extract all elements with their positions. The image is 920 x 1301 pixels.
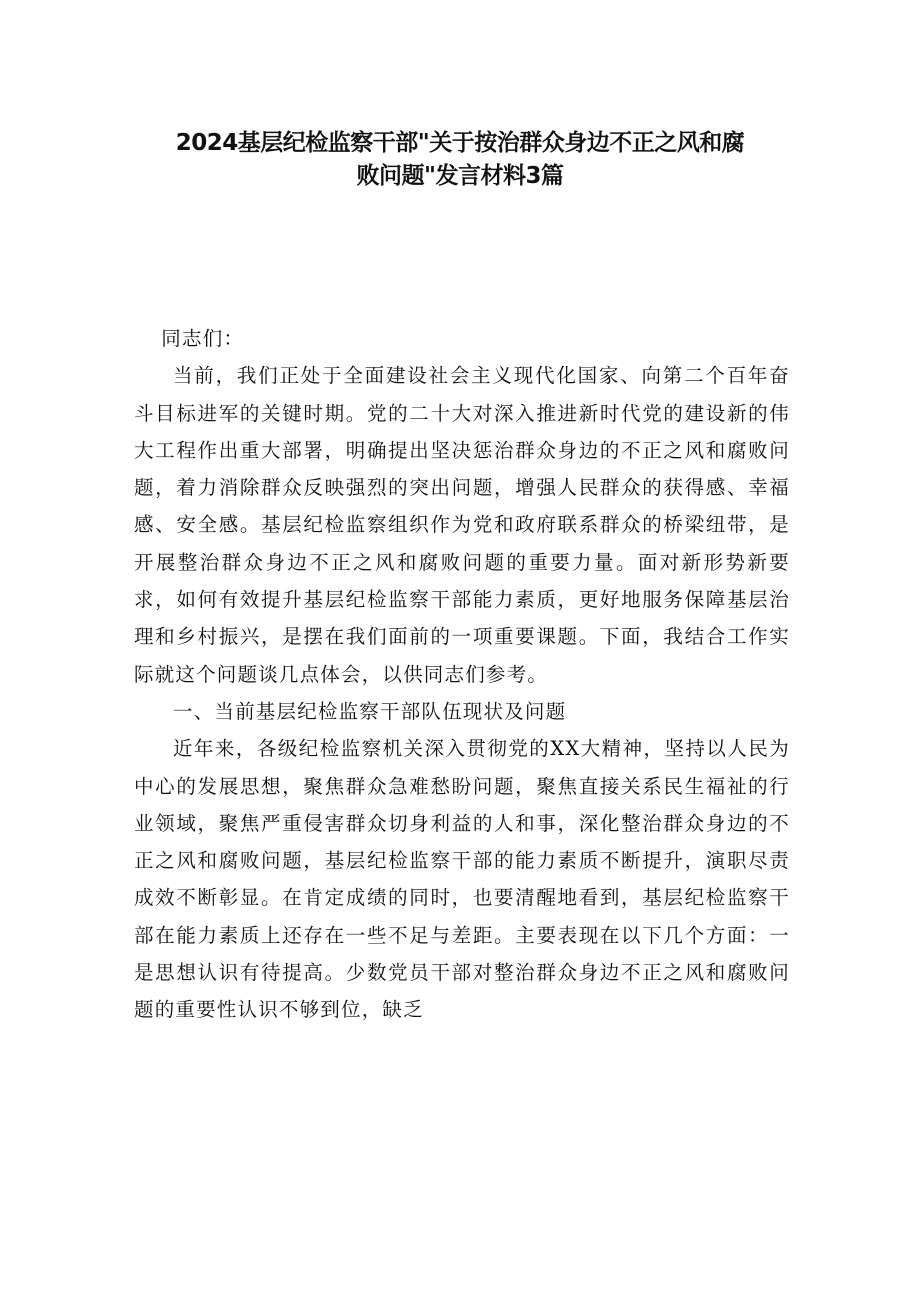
paragraph-section-1: 近年来，各级纪检监察机关深入贯彻党的XX大精神，坚持以人民为中心的发展思想，聚焦群众急难愁盼问题，聚焦直接关系民生福祉的行业领域，聚焦严重侵害群众切身利益的人和事，深化整治群众身边的不正之风和腐败问题，基层纪检监察干部的能力素质不断提升，演职尽责成效不断彰显。在肯定成绩的同时，也要清醒地看到，基层纪检监察干部在能力素质上还存在一些不足与差距。主要表现在以下几个方面：一是思想认识有待提高。少数党员干部对整治群众身边不正之风和腐败问题的重要性认识不够到位，缺乏	[134, 737, 790, 1022]
greeting: 同志们：	[161, 327, 245, 350]
document-title-line-2: 败问题"发言材料3篇	[356, 163, 564, 189]
document-title-line-1: 2024基层纪检监察干部"关于按治群众身边不正之风和腐	[175, 130, 745, 156]
document-body	[134, 320, 790, 1029]
paragraph-intro: 当前，我们正处于全面建设社会主义现代化国家、向第二个百年奋斗目标进军的关键时期。党的二十大对深入推进新时代党的建设新的伟大工程作出重大部署，明确提出坚决惩治群众身边的不正之风和腐败问题，着力消除群众反映强烈的突出问题，增强人民群众的获得感、幸福感、安全感。基层纪检监察组织作为党和政府联系群众的桥梁纽带，是开展整治群众身边不正之风和腐败问题的重要力量。面对新形势新要求，如何有效提升基层纪检监察干部能力素质，更好地服务保障基层治理和乡村振兴，是摆在我们面前的一项重要课题。下面，我结合工作实际就这个问题谈几点体会，以供同志们参考。	[134, 364, 790, 686]
section-heading-1: 一、当前基层纪检监察干部队伍现状及问题	[173, 699, 567, 723]
